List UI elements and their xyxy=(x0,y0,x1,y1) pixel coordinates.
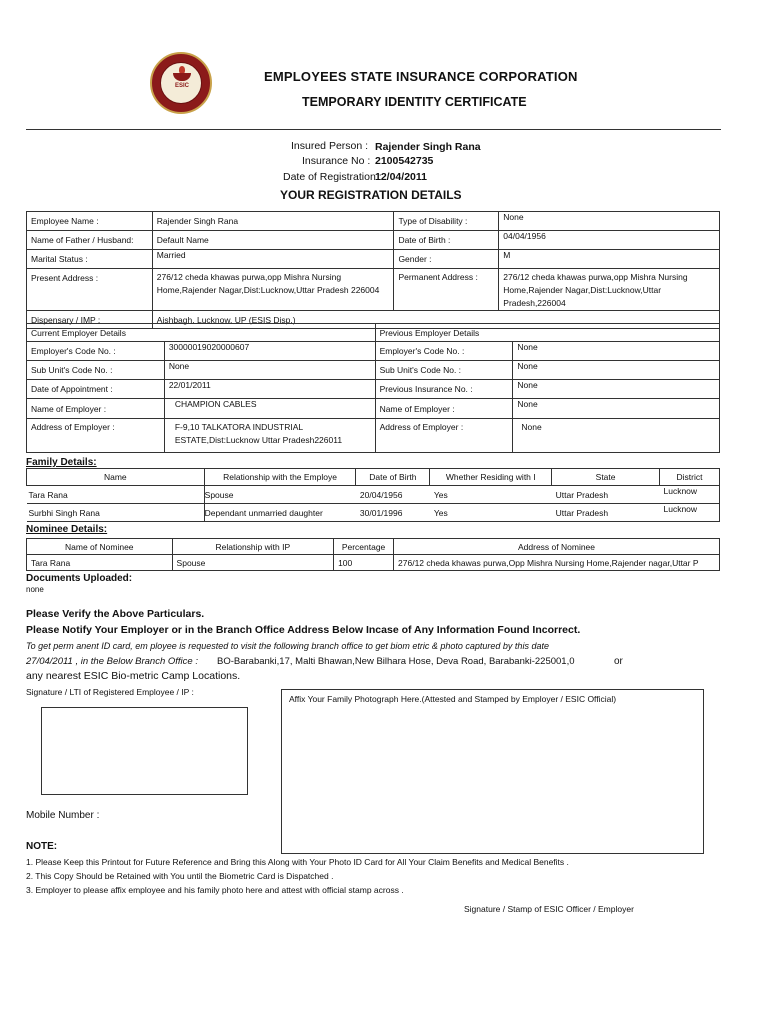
table-row xyxy=(27,342,720,361)
employer-code-value: 30000019020000607 xyxy=(164,342,375,361)
permanent-address-value: 276/12 cheda khawas purwa,opp Mishra Nursing Home,Rajender Nagar,Dist:Lucknow,Uttar Pradesh,226004 xyxy=(499,269,720,311)
family-details-title: Family Details: xyxy=(26,457,97,468)
permanent-address-label: Permanent Address : xyxy=(394,269,499,311)
dispensary-label: Dispensary / IMP : xyxy=(27,311,153,329)
family-cell: Uttar Pradesh xyxy=(552,504,660,522)
family-header-relationship: Relationship with the Employe xyxy=(204,469,356,486)
or-text: or xyxy=(614,656,623,667)
table-row xyxy=(27,361,720,380)
prev-subunit-value: None xyxy=(513,361,720,380)
family-cell: 30/01/1996 xyxy=(356,504,430,522)
insurance-no-value: 2100542735 xyxy=(375,155,434,167)
prev-employer-code-label: Employer's Code No. : xyxy=(375,342,513,361)
deadline-text: 27/04/2011 , in the Below Branch Office : xyxy=(26,656,198,667)
instruction-text: To get perm anent ID card, em ployee is requested to visit the following branch office to get biom etric & photo captured by this date xyxy=(26,641,549,651)
current-employer-title: Current Employer Details xyxy=(27,324,376,342)
officer-signature-label: Signature / Stamp of ESIC Officer / Employer xyxy=(464,904,634,914)
subunit-label: Sub Unit's Code No. : xyxy=(27,361,165,380)
marital-value: Married xyxy=(152,250,394,269)
gender-value: M xyxy=(499,250,720,269)
note-item: 2. This Copy Should be Retained with You until the Biometric Card is Dispatched . xyxy=(26,871,334,881)
note-item: 1. Please Keep this Printout for Future Reference and Bring this Along with Your Photo ID Card for All Your Claim Benefits and Medical Benefits . xyxy=(26,857,569,867)
family-cell: Lucknow xyxy=(660,486,720,504)
disability-label: Type of Disability : xyxy=(394,212,499,231)
note-title: NOTE: xyxy=(26,841,58,852)
prev-insurance-label: Previous Insurance No. : xyxy=(375,380,513,399)
documents-value: none xyxy=(26,585,44,594)
note-item: 3. Employer to please affix employee and his family photo here and attest with official stamp across . xyxy=(26,885,404,895)
prev-insurance-value: None xyxy=(513,380,720,399)
table-row xyxy=(27,250,720,269)
nominee-header-name: Name of Nominee xyxy=(27,539,173,555)
prev-employer-name-value: None xyxy=(513,399,720,419)
family-details-table xyxy=(26,468,720,522)
nominee-cell: Spouse xyxy=(172,555,334,571)
photo-box-label: Affix Your Family Photograph Here.(Attested and Stamped by Employer / ESIC Official) xyxy=(289,694,617,704)
dob-label: Date of Birth : xyxy=(394,231,499,250)
family-cell: Uttar Pradesh xyxy=(552,486,660,504)
table-row xyxy=(27,324,720,342)
present-address-label: Present Address : xyxy=(27,269,153,311)
employer-address-label: Address of Employer : xyxy=(27,419,165,453)
reg-date-label: Date of Registration : xyxy=(283,171,382,183)
employer-name-value: CHAMPION CABLES xyxy=(164,399,375,419)
family-header-district: District xyxy=(660,469,720,486)
employee-name-value: Rajender Singh Rana xyxy=(152,212,394,231)
appointment-label: Date of Appointment : xyxy=(27,380,165,399)
family-cell: Yes xyxy=(430,486,552,504)
documents-title: Documents Uploaded: xyxy=(26,573,133,584)
family-cell: Lucknow xyxy=(660,504,720,522)
prev-employer-code-value: None xyxy=(513,342,720,361)
dispensary-value: Aishbagh, Lucknow, UP (ESIS Disp.) xyxy=(152,311,719,329)
previous-employer-title: Previous Employer Details xyxy=(375,324,719,342)
signature-box[interactable] xyxy=(41,707,248,795)
header-divider xyxy=(26,129,721,130)
father-label: Name of Father / Husband: xyxy=(27,231,153,250)
nominee-header-address: Address of Nominee xyxy=(394,539,720,555)
nominee-details-table xyxy=(26,538,720,571)
notify-notice: Please Notify Your Employer or in the Branch Office Address Below Incase of Any Information Found Incorrect. xyxy=(26,624,581,636)
prev-employer-address-value: None xyxy=(513,419,720,453)
table-row xyxy=(27,539,720,555)
nominee-header-relationship: Relationship with IP xyxy=(172,539,334,555)
employer-details-table xyxy=(26,323,720,453)
family-header-dob: Date of Birth xyxy=(356,469,430,486)
table-row xyxy=(27,269,720,311)
family-header-residing: Whether Residing with I xyxy=(430,469,552,486)
family-cell: Surbhi Singh Rana xyxy=(27,504,205,522)
registration-section-title: YOUR REGISTRATION DETAILS xyxy=(280,188,462,202)
family-cell: Dependant unmarried daughter xyxy=(204,504,356,522)
dob-value: 04/04/1956 xyxy=(499,231,720,250)
branch-address: BO-Barabanki,17, Malti Bhawan,New Bilhara Hose, Deva Road, Barabanki-225001,0 xyxy=(217,656,575,667)
family-cell: Yes xyxy=(430,504,552,522)
appointment-value: 22/01/2011 xyxy=(164,380,375,399)
employer-name-label: Name of Employer : xyxy=(27,399,165,419)
prev-subunit-label: Sub Unit's Code No. : xyxy=(375,361,513,380)
nominee-cell: 276/12 cheda khawas purwa,Opp Mishra Nursing Home,Rajender nagar,Uttar P xyxy=(394,555,720,571)
disability-value: None xyxy=(499,212,720,231)
table-row xyxy=(27,555,720,571)
insured-person-value: Rajender Singh Rana xyxy=(375,141,481,153)
subunit-value: None xyxy=(164,361,375,380)
nominee-header-percentage: Percentage xyxy=(334,539,394,555)
employee-name-label: Employee Name : xyxy=(27,212,153,231)
father-value: Default Name xyxy=(152,231,394,250)
family-header-state: State xyxy=(552,469,660,486)
family-cell: Spouse xyxy=(204,486,356,504)
table-row xyxy=(27,380,720,399)
table-row xyxy=(27,231,720,250)
employer-address-value: F-9,10 TALKATORA INDUSTRIAL ESTATE,Dist:Lucknow Uttar Pradesh226011 xyxy=(164,419,375,453)
insured-person-label: Insured Person : xyxy=(291,140,369,152)
signature-label: Signature / LTI of Registered Employee / IP : xyxy=(26,687,194,697)
nominee-details-title: Nominee Details: xyxy=(26,524,108,535)
registration-details-table xyxy=(26,211,720,329)
table-row xyxy=(27,469,720,486)
table-row xyxy=(27,212,720,231)
prev-employer-address-label: Address of Employer : xyxy=(375,419,513,453)
nominee-cell: Tara Rana xyxy=(27,555,173,571)
employer-code-label: Employer's Code No. : xyxy=(27,342,165,361)
gender-label: Gender : xyxy=(394,250,499,269)
logo-text: ESIC xyxy=(174,83,189,89)
org-title: EMPLOYEES STATE INSURANCE CORPORATION xyxy=(264,69,578,84)
mobile-number-label: Mobile Number : xyxy=(26,810,100,821)
insurance-no-label: Insurance No : xyxy=(302,155,371,167)
table-row xyxy=(27,486,720,504)
family-header-name: Name xyxy=(27,469,205,486)
table-row xyxy=(27,419,720,453)
present-address-value: 276/12 cheda khawas purwa,opp Mishra Nursing Home,Rajender Nagar,Dist:Lucknow,Uttar Pradesh 226004 xyxy=(152,269,394,311)
reg-date-value: 12/04/2011 xyxy=(375,171,427,183)
esic-logo xyxy=(150,52,212,114)
table-row xyxy=(27,399,720,419)
marital-label: Marital Status : xyxy=(27,250,153,269)
verify-notice: Please Verify the Above Particulars. xyxy=(26,608,205,620)
table-row xyxy=(27,504,720,522)
family-photo-box[interactable] xyxy=(281,689,704,854)
family-cell: 20/04/1956 xyxy=(356,486,430,504)
family-cell: Tara Rana xyxy=(27,486,205,504)
logo-emblem-icon xyxy=(160,62,202,104)
doc-title: TEMPORARY IDENTITY CERTIFICATE xyxy=(302,95,527,109)
nominee-cell: 100 xyxy=(334,555,394,571)
nearest-camp-text: any nearest ESIC Bio-metric Camp Locations. xyxy=(26,670,241,682)
prev-employer-name-label: Name of Employer : xyxy=(375,399,513,419)
lamp-icon xyxy=(173,73,191,81)
